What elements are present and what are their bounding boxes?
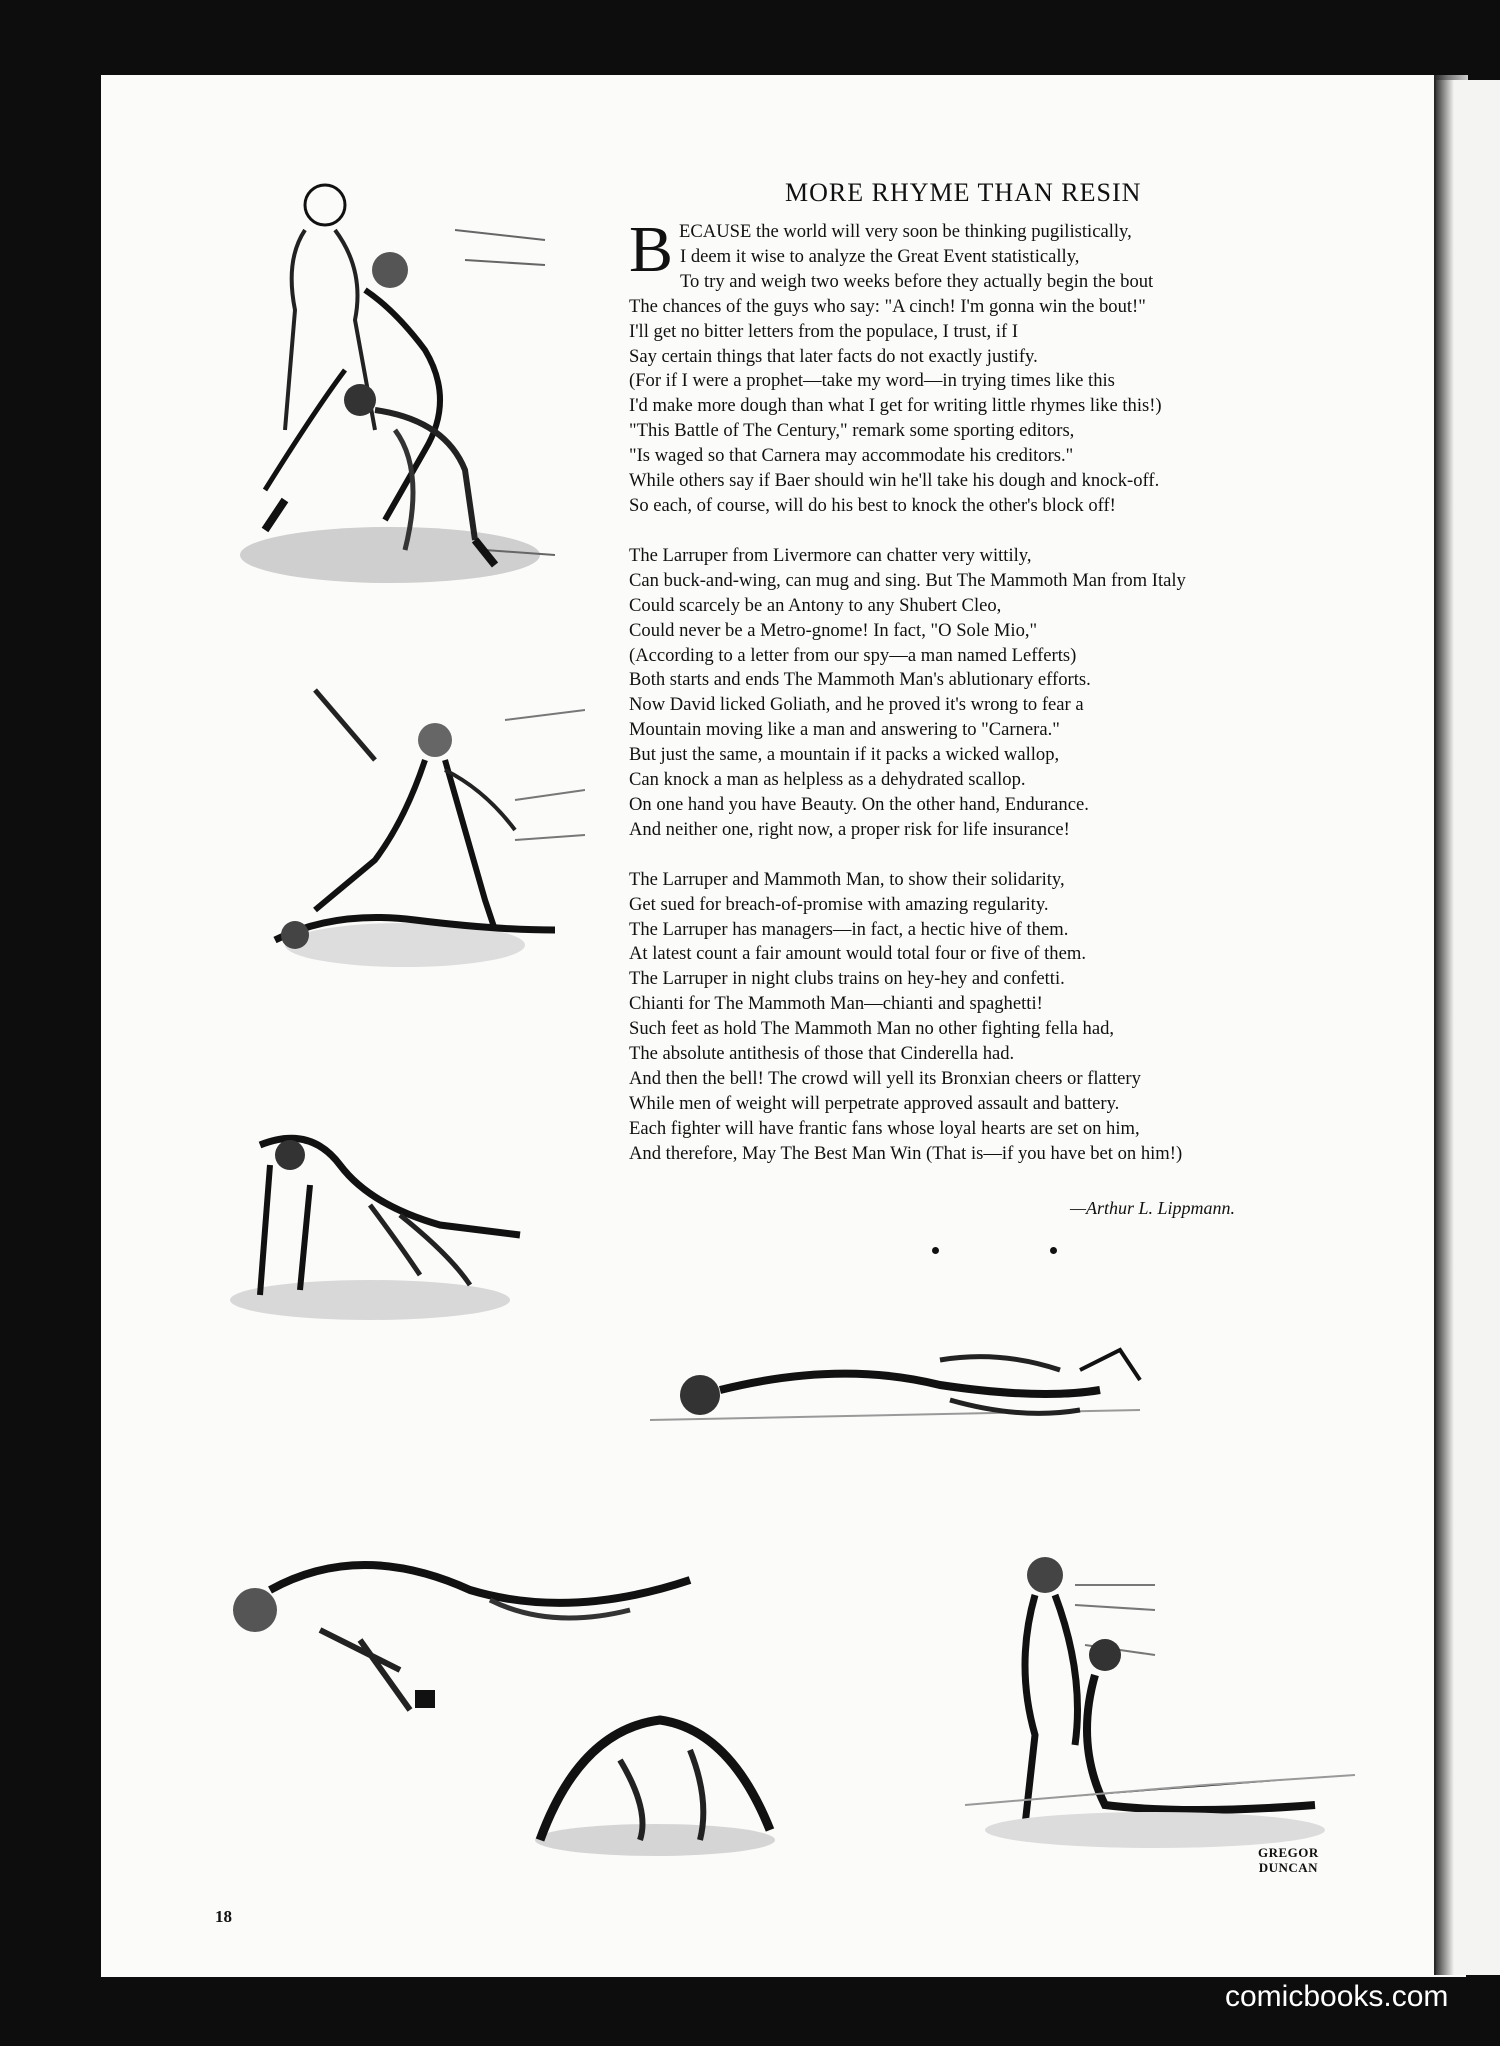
- poem-line: The Larruper and Mammoth Man, to show their solidarity,: [629, 868, 1065, 890]
- artist-credit: [1258, 1845, 1319, 1875]
- poem-line: So each, of course, will do his best to knock the other's block off!: [629, 494, 1116, 516]
- poem-line: The absolute antithesis of those that Cinderella had.: [629, 1043, 1015, 1065]
- stanza-3: [629, 868, 1329, 1167]
- poem-line: While others say if Baer should win he'll take his dough and knock-off.: [629, 470, 1160, 492]
- poem-line: (For if I were a prophet—take my word—in trying times like this: [629, 370, 1115, 392]
- poem-line: "This Battle of The Century," remark some sporting editors,: [629, 420, 1075, 442]
- poem-line: Say certain things that later facts do not exactly justify.: [629, 345, 1038, 367]
- poem-line: But just the same, a mountain if it packs a wicked wallop,: [629, 744, 1060, 766]
- section-divider-dot: [1050, 1247, 1057, 1254]
- illustration-boxer-lying: [640, 1330, 1160, 1450]
- poem-line: I'd make more dough than what I get for writing little rhymes like this!): [629, 395, 1162, 417]
- poem-line: "Is waged so that Carnera may accommodate his creditors.": [629, 445, 1074, 467]
- poem-line: Get sued for breach-of-promise with amazing regularity.: [629, 893, 1049, 915]
- poem-line: Such feet as hold The Mammoth Man no other fighting fella had,: [629, 1018, 1115, 1040]
- author-signature: —Arthur L. Lippmann.: [1070, 1198, 1236, 1218]
- poem-line: The Larruper has managers—in fact, a hectic hive of them.: [629, 918, 1069, 940]
- illustration-clinch: [225, 170, 555, 590]
- illustration-boxer-collapsed: [210, 1520, 710, 1720]
- illustration-boxer-kneeling: [220, 1125, 550, 1325]
- poem-line: Could never be a Metro-gnome! In fact, "O Sole Mio,": [629, 619, 1038, 641]
- section-divider-dot: [932, 1247, 939, 1254]
- drop-cap: B: [629, 213, 674, 286]
- poem-line: Each fighter will have frantic fans whose loyal hearts are set on him,: [629, 1117, 1140, 1139]
- poem-line: While men of weight will perpetrate approved assault and battery.: [629, 1092, 1120, 1114]
- poem-line: Mountain moving like a man and answering to "Carnera.": [629, 719, 1060, 741]
- artist-last-name: DUNCAN: [1258, 1860, 1319, 1875]
- poem-body: [629, 213, 1329, 1192]
- poem-line: And therefore, May The Best Man Win (That is—if you have bet on him!): [629, 1142, 1183, 1164]
- poem-line: I deem it wise to analyze the Great Event statistically,: [680, 245, 1080, 267]
- illustration-knockdown-count: [255, 680, 585, 980]
- stanza-2: [629, 544, 1329, 843]
- poem-line: I'll get no bitter letters from the populace, I trust, if I: [629, 320, 1019, 342]
- poem-line: And then the bell! The crowd will yell its Bronxian cheers or flattery: [629, 1068, 1141, 1089]
- illustration-boxer-curled: [520, 1700, 790, 1860]
- poem-line: Can knock a man as helpless as a dehydrated scallop.: [629, 769, 1026, 791]
- poem-line: To try and weigh two weeks before they actually begin the bout: [680, 270, 1154, 292]
- poem-line: The Larruper in night clubs trains on hey-hey and confetti.: [629, 968, 1065, 990]
- artist-first-name: GREGOR: [1258, 1845, 1319, 1860]
- poem-line: ECAUSE the world will very soon be thinking pugilistically,: [679, 221, 1132, 242]
- adjacent-page-gutter: [1436, 80, 1454, 1975]
- poem-line: The chances of the guys who say: "A cinch! I'm gonna win the bout!": [629, 295, 1146, 317]
- poem-line: Can buck-and-wing, can mug and sing. But The Mammoth Man from Italy: [629, 569, 1186, 591]
- page-number: 18: [215, 1907, 232, 1926]
- poem-line: At latest count a fair amount would total four or five of them.: [629, 943, 1086, 965]
- poem-line: Both starts and ends The Mammoth Man's ablutionary efforts.: [629, 669, 1091, 691]
- poem-line: And neither one, right now, a proper risk for life insurance!: [629, 818, 1070, 840]
- poem-line: Now David licked Goliath, and he proved it's wrong to fear a: [629, 694, 1084, 716]
- poem-line: Could scarcely be an Antony to any Shubert Cleo,: [629, 594, 1002, 616]
- article-title: MORE RHYME THAN RESIN: [785, 178, 1142, 207]
- poem-line: (According to a letter from our spy—a man named Lefferts): [629, 644, 1077, 666]
- illustration-standing-over-fallen: [955, 1545, 1355, 1865]
- site-watermark: comicbooks.com: [1225, 1980, 1449, 2013]
- poem-line: The Larruper from Livermore can chatter very wittily,: [629, 544, 1032, 566]
- poem-line: Chianti for The Mammoth Man—chianti and spaghetti!: [629, 993, 1043, 1015]
- poem-line: On one hand you have Beauty. On the other hand, Endurance.: [629, 793, 1089, 815]
- stanza-1: [629, 213, 1329, 519]
